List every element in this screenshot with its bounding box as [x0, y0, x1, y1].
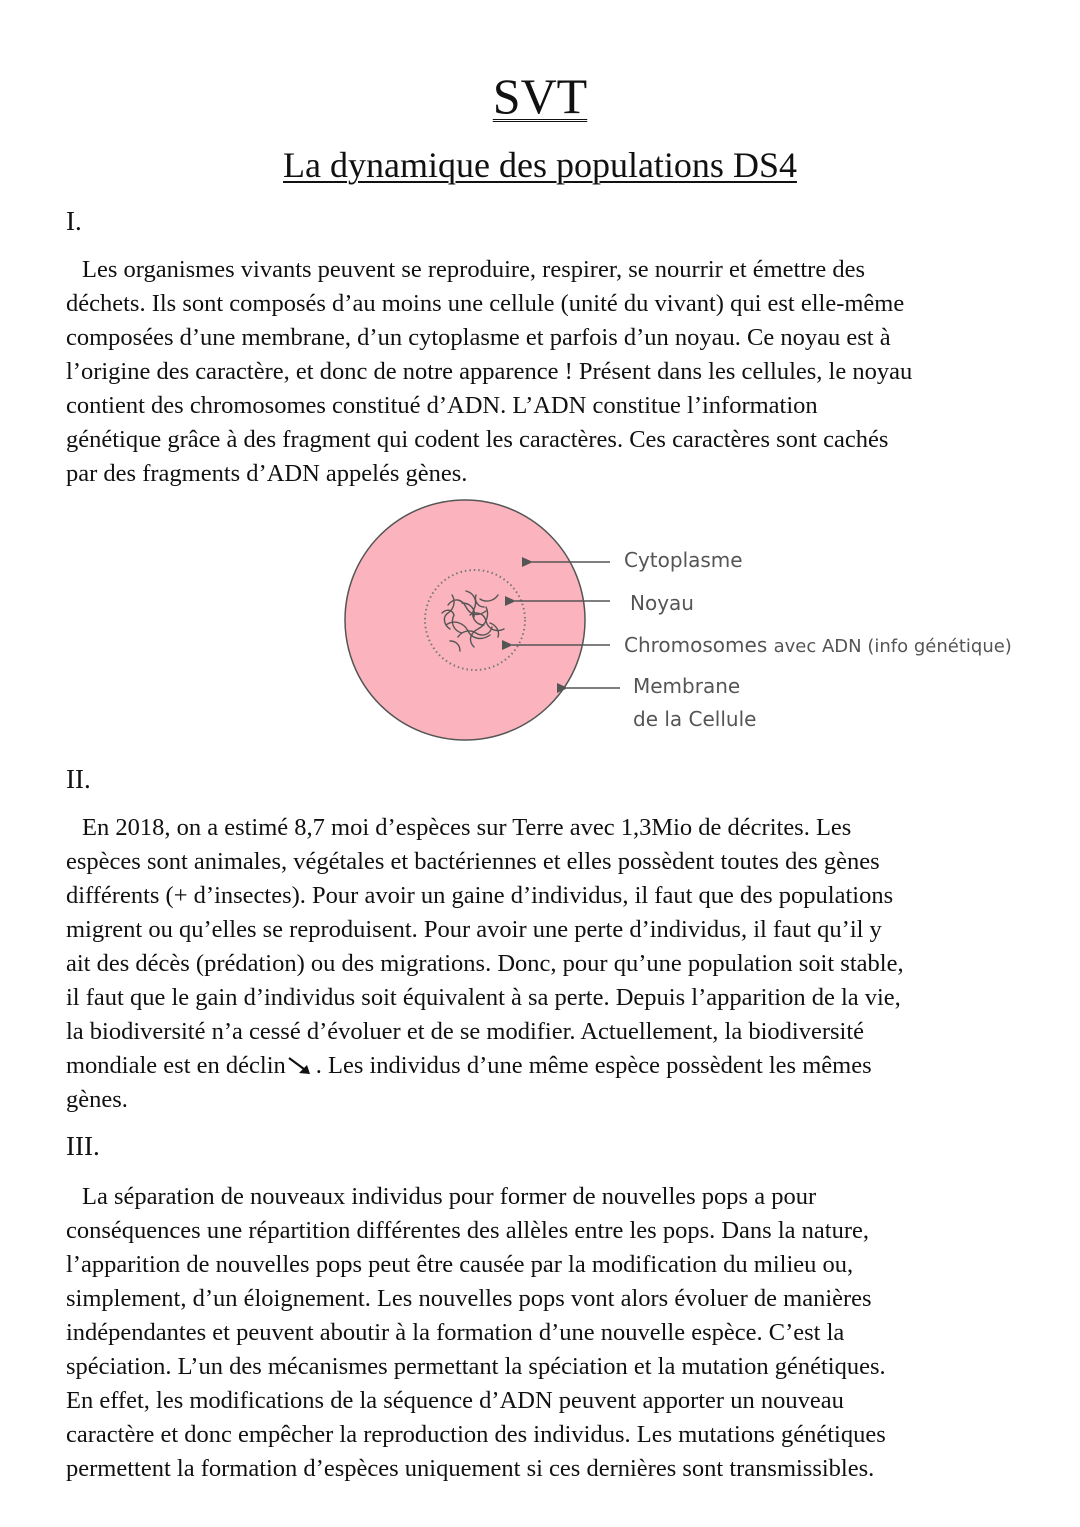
page-title: SVT: [492, 68, 588, 124]
section-3-heading: III.: [66, 1131, 100, 1161]
cytoplasme-label: Cytoplasme: [624, 548, 743, 572]
decline-text: mondiale est en déclin: [66, 1052, 286, 1079]
paragraph-line: la biodiversité n’a cessé d’évoluer et de se modifier. Actuellement, la biodiversité: [66, 1018, 865, 1045]
paragraph-line: l’apparition de nouvelles pops peut être causée par la modification du milieu ou,: [66, 1251, 854, 1278]
paragraph-line: En effet, les modifications de la séquence d’ADN peuvent apporter un nouveau: [66, 1387, 844, 1414]
paragraph-line: composées d’une membrane, d’un cytoplasme et parfois d’un noyau. Ce noyau est à: [66, 324, 891, 351]
paragraph-line: contient des chromosomes constitué d’ADN. L’ADN constitue l’information: [66, 392, 818, 419]
decline-text-after: . Les individus d’une même espèce possèdent les mêmes: [315, 1052, 872, 1079]
chromosomes-note: avec ADN (info génétique): [773, 636, 1012, 657]
paragraph-line: espèces sont animales, végétales et bactériennes et elles possèdent toutes des gènes: [66, 848, 880, 875]
decline-arrow-icon: [286, 1055, 316, 1077]
page-subtitle: La dynamique des populations DS4: [283, 145, 797, 185]
paragraph-line: conséquences une répartition différentes des allèles entre les pops. Dans la nature,: [66, 1217, 869, 1244]
paragraph-line: spéciation. L’un des mécanismes permettant la spéciation et la mutation génétiques.: [66, 1353, 886, 1380]
noyau-label: Noyau: [630, 591, 694, 615]
paragraph-line: déchets. Ils sont composés d’au moins une cellule (unité du vivant) qui est elle-même: [66, 290, 905, 317]
cell-diagram: [330, 495, 1030, 755]
membrane-label-line-2: de la Cellule: [633, 707, 757, 731]
paragraph-line: permettent la formation d’espèces uniquement si ces dernières sont transmissibles.: [66, 1455, 875, 1482]
paragraph-line: génétique grâce à des fragment qui codent les caractères. Ces caractères sont cachés: [66, 426, 889, 453]
cell-membrane-circle: [345, 500, 585, 740]
section-2-heading: II.: [66, 764, 91, 794]
paragraph-line: En 2018, on a estimé 8,7 moi d’espèces sur Terre avec 1,3Mio de décrites. Les: [82, 814, 852, 841]
chromosomes-label: [624, 632, 1012, 660]
paragraph-line: indépendantes et peuvent aboutir à la formation d’une nouvelle espèce. C’est la: [66, 1319, 845, 1346]
paragraph-line: migrent ou qu’elles se reproduisent. Pour avoir une perte d’individus, il faut qu’il y: [66, 916, 882, 943]
section-1-heading: I.: [66, 206, 82, 236]
membrane-label: Membrane: [633, 674, 741, 698]
section-2-paragraph: [66, 811, 1026, 1117]
paragraph-line: La séparation de nouveaux individus pour former de nouvelles pops a pour: [82, 1183, 817, 1210]
section-3-paragraph: [66, 1180, 1026, 1486]
paragraph-line: gènes.: [66, 1086, 128, 1113]
section-1-paragraph: [66, 253, 1026, 491]
chromosomes-label-text: Chromosomes: [624, 633, 768, 657]
paragraph-line: ait des décès (prédation) ou des migrations. Donc, pour qu’une population soit stable,: [66, 950, 904, 977]
paragraph-line: l’origine des caractère, et donc de notre apparence ! Présent dans les cellules, le noyau: [66, 358, 913, 385]
paragraph-line: il faut que le gain d’individus soit équivalent à sa perte. Depuis l’apparition de la vie,: [66, 984, 901, 1011]
paragraph-line: simplement, d’un éloignement. Les nouvelles pops vont alors évoluer de manières: [66, 1285, 872, 1312]
paragraph-line: Les organismes vivants peuvent se reproduire, respirer, se nourrir et émettre des: [82, 256, 865, 283]
paragraph-line: [66, 1049, 1026, 1083]
paragraph-line: différents (+ d’insectes). Pour avoir un gaine d’individus, il faut que des populations: [66, 882, 894, 909]
paragraph-line: caractère et donc empêcher la reproduction des individus. Les mutations génétiques: [66, 1421, 886, 1448]
paragraph-line: par des fragments d’ADN appelés gènes.: [66, 460, 468, 487]
